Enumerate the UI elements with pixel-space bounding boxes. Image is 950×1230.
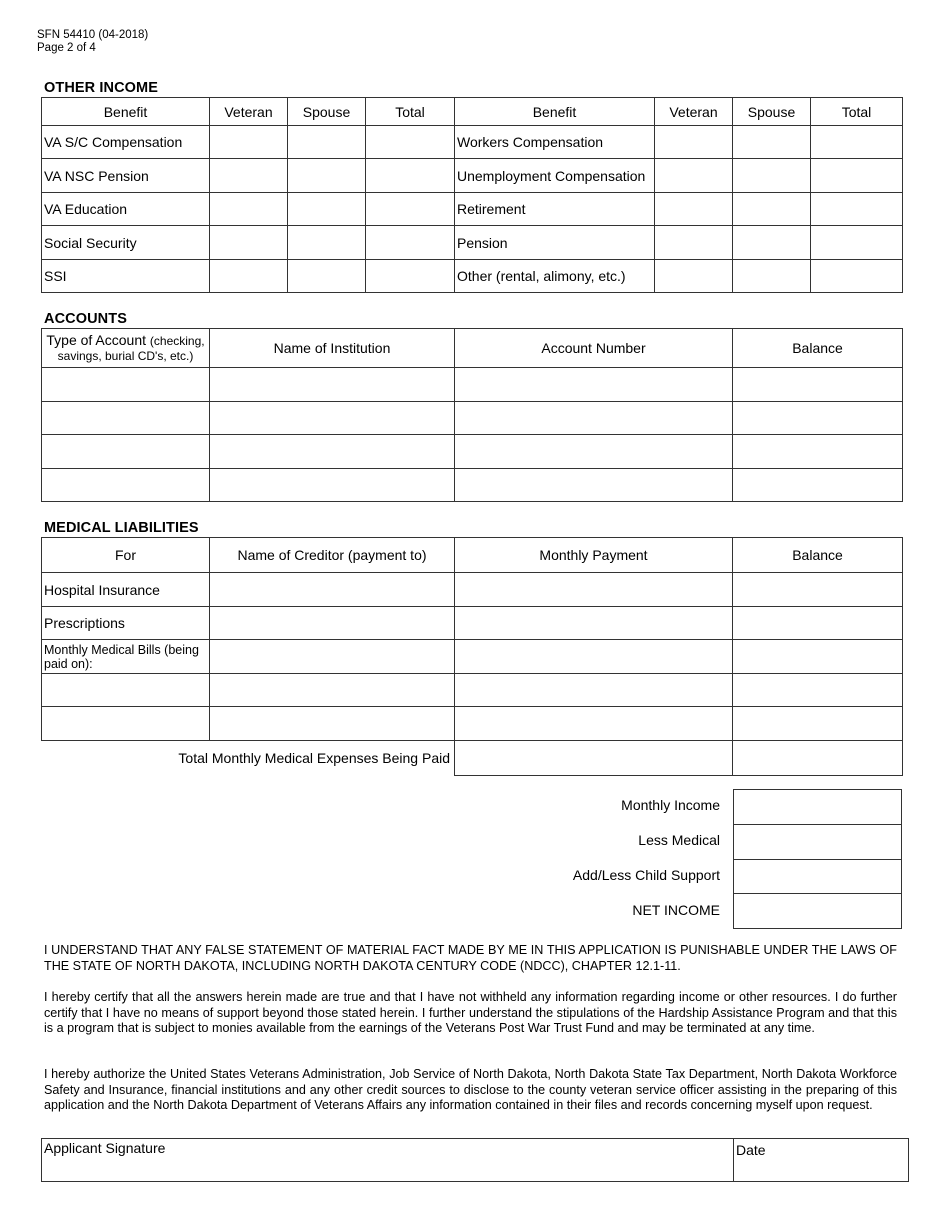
medical-for-label: Prescriptions [42,607,210,640]
table-row [42,159,903,193]
institution-input[interactable] [210,368,455,402]
col-for: For [42,538,210,573]
balance-input[interactable] [733,469,903,502]
medical-for-input[interactable] [42,674,210,707]
col-monthly-payment: Monthly Payment [455,538,733,573]
col-benefit-2: Benefit [455,98,655,126]
col-spouse: Spouse [288,98,366,126]
total-input[interactable] [811,260,903,293]
monthly-income-input[interactable] [734,790,902,825]
spouse-input[interactable] [288,193,366,226]
col-creditor: Name of Creditor (payment to) [210,538,455,573]
col-institution: Name of Institution [210,329,455,368]
veteran-input[interactable] [655,226,733,260]
account-number-input[interactable] [455,402,733,435]
monthly-payment-input[interactable] [455,607,733,640]
total-monthly-payment-input[interactable] [455,741,733,776]
table-row [42,607,903,640]
spouse-input[interactable] [733,226,811,260]
creditor-input[interactable] [210,640,455,674]
benefit-label: Social Security [42,226,210,260]
table-row [42,368,903,402]
col-account-type-label: Type of Account [46,332,147,348]
table-row [42,260,903,293]
table-row [42,435,903,469]
monthly-payment-input[interactable] [455,674,733,707]
spouse-input[interactable] [288,159,366,193]
veteran-input[interactable] [655,159,733,193]
veteran-input[interactable] [210,226,288,260]
col-veteran-2: Veteran [655,98,733,126]
veteran-input[interactable] [210,260,288,293]
other-income-table [41,97,903,293]
total-medical-label: Total Monthly Medical Expenses Being Paid [42,741,455,776]
col-total: Total [366,98,455,126]
false-statement-warning: I UNDERSTAND THAT ANY FALSE STATEMENT OF MATERIAL FACT MADE BY ME IN THIS APPLICATION IS PUNISHABLE UNDER THE LAWS OF THE STATE OF NORTH DAKOTA, INCLUDING NORTH DAKOTA CENTURY CODE (NDCC), CHAPTER 12.1-11. [44,943,897,973]
col-account-type-sub2: savings, burial CD's, etc.) [57,349,194,363]
spouse-input[interactable] [288,226,366,260]
balance-input[interactable] [733,640,903,674]
col-account-number: Account Number [455,329,733,368]
less-medical-label: Less Medical [638,832,720,848]
benefit-label: Pension [455,226,655,260]
col-balance: Balance [733,329,903,368]
balance-input[interactable] [733,707,903,741]
child-support-label: Add/Less Child Support [572,867,720,883]
col-benefit: Benefit [42,98,210,126]
accounts-table [41,328,903,502]
benefit-label: SSI [42,260,210,293]
total-input[interactable] [366,226,455,260]
total-input[interactable] [811,159,903,193]
total-input[interactable] [366,159,455,193]
child-support-input[interactable] [734,860,902,894]
veteran-input[interactable] [210,159,288,193]
creditor-input[interactable] [210,674,455,707]
accounts-header-row [42,329,903,368]
form-header [37,29,148,54]
account-type-input[interactable] [42,469,210,502]
table-row [42,402,903,435]
medical-for-label: Monthly Medical Bills (being paid on): [42,640,210,674]
table-row [42,126,903,159]
balance-input[interactable] [733,674,903,707]
medical-total-row [42,741,903,776]
medical-table [41,537,903,776]
col-account-type-sub: (checking, [149,334,205,348]
page-indicator: Page 2 of 4 [37,41,96,54]
account-type-input[interactable] [42,368,210,402]
table-row [42,226,903,260]
table-row [42,573,903,607]
creditor-input[interactable] [210,707,455,741]
balance-input[interactable] [733,607,903,640]
balance-input[interactable] [733,573,903,607]
net-income-input[interactable] [734,894,902,929]
benefit-label: VA S/C Compensation [42,126,210,159]
account-number-input[interactable] [455,368,733,402]
account-number-input[interactable] [455,435,733,469]
total-input[interactable] [366,260,455,293]
monthly-payment-input[interactable] [455,640,733,674]
monthly-income-label: Monthly Income [621,797,720,813]
table-row [42,193,903,226]
signature-table [41,1138,909,1182]
veteran-input[interactable] [655,126,733,159]
benefit-label: Other (rental, alimony, etc.) [455,260,655,293]
account-number-input[interactable] [455,469,733,502]
authorization-text: I hereby authorize the United States Veterans Administration, Job Service of North Dakota, North Dakota State Tax Department, North Dakota Workforce Safety and Insurance, financial institutions and any other credit sources to disclose to the county veteran service officer assisting in the preparing of this application and the North Dakota Department of Veterans Affairs any information contained in their files and records concerning myself upon request. [44,1067,897,1112]
net-income-label: NET INCOME [632,902,720,918]
balance-input[interactable] [733,402,903,435]
date-label: Date [736,1142,766,1158]
total-input[interactable] [366,193,455,226]
veteran-input[interactable] [210,193,288,226]
summary-table [733,789,902,929]
col-account-type [42,329,210,368]
total-input[interactable] [811,226,903,260]
form-number: SFN 54410 (04-2018) [37,29,149,41]
table-row [42,469,903,502]
benefit-label: Workers Compensation [455,126,655,159]
monthly-payment-input[interactable] [455,573,733,607]
spouse-input[interactable] [733,193,811,226]
other-income-title: OTHER INCOME [44,80,158,96]
spouse-input[interactable] [733,159,811,193]
veteran-input[interactable] [655,260,733,293]
medical-for-label: Hospital Insurance [42,573,210,607]
total-input[interactable] [811,126,903,159]
less-medical-input[interactable] [734,825,902,860]
table-row [42,674,903,707]
table-row [42,707,903,741]
certification-text: I hereby certify that all the answers herein made are true and that I have not withheld any information regarding income or other resources. I do further certify that I have no means of support beyond those stated herein. I further understand the stipulations of the Hardship Assistance Program and that this is a program that is subject to monies available from the earnings of the Veterans Post War Trust Fund and may be terminated at any time. [44,990,897,1035]
spouse-input[interactable] [288,260,366,293]
applicant-signature-field[interactable] [42,1139,734,1182]
col-total-2: Total [811,98,903,126]
veteran-input[interactable] [210,126,288,159]
benefit-label: VA Education [42,193,210,226]
medical-header-row [42,538,903,573]
total-input[interactable] [811,193,903,226]
veteran-input[interactable] [655,193,733,226]
benefit-label: Retirement [455,193,655,226]
benefit-label: VA NSC Pension [42,159,210,193]
medical-title: MEDICAL LIABILITIES [44,520,199,536]
col-balance: Balance [733,538,903,573]
institution-input[interactable] [210,469,455,502]
date-field[interactable] [734,1139,909,1182]
balance-input[interactable] [733,368,903,402]
total-balance-input[interactable] [733,741,903,776]
applicant-signature-label: Applicant Signature [44,1140,166,1156]
spouse-input[interactable] [288,126,366,159]
monthly-payment-input[interactable] [455,707,733,741]
col-veteran: Veteran [210,98,288,126]
institution-input[interactable] [210,435,455,469]
account-type-input[interactable] [42,435,210,469]
medical-for-input[interactable] [42,707,210,741]
creditor-input[interactable] [210,607,455,640]
account-type-input[interactable] [42,402,210,435]
spouse-input[interactable] [733,260,811,293]
balance-input[interactable] [733,435,903,469]
benefit-label: Unemployment Compensation [455,159,655,193]
table-row [42,640,903,674]
total-input[interactable] [366,126,455,159]
creditor-input[interactable] [210,573,455,607]
accounts-title: ACCOUNTS [44,311,127,327]
spouse-input[interactable] [733,126,811,159]
col-spouse-2: Spouse [733,98,811,126]
institution-input[interactable] [210,402,455,435]
other-income-header-row [42,98,903,126]
